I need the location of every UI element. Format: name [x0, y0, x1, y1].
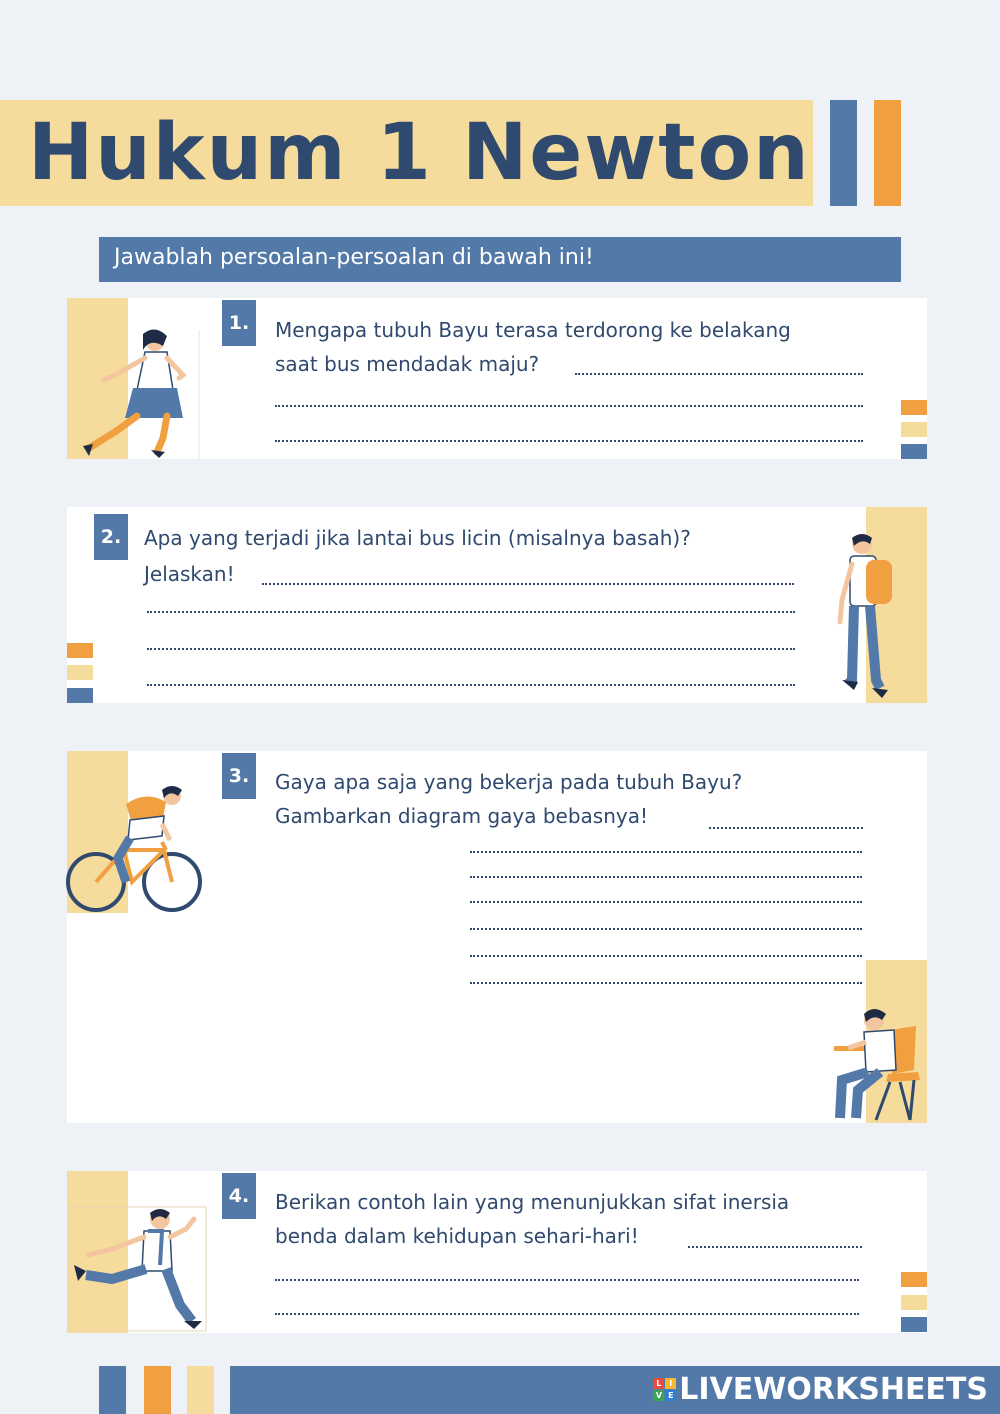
- decor-square: [67, 665, 93, 680]
- answer-line[interactable]: [147, 684, 795, 686]
- decor-square: [67, 643, 93, 658]
- decor-square: [901, 1272, 927, 1287]
- answer-line[interactable]: [275, 1279, 859, 1281]
- decor-square: [901, 1317, 927, 1332]
- cyclist-illustration: [66, 780, 204, 915]
- answer-line[interactable]: [470, 901, 862, 903]
- instruction-banner: Jawablah persoalan-persoalan di bawah ini!: [99, 237, 901, 282]
- answer-line[interactable]: [147, 648, 795, 650]
- accent-bar-blue: [830, 100, 857, 206]
- decor-square: [901, 422, 927, 437]
- question-number: 4.: [222, 1173, 256, 1219]
- answer-line[interactable]: [470, 955, 862, 957]
- answer-line[interactable]: [275, 1313, 859, 1315]
- answer-line[interactable]: [688, 1246, 862, 1248]
- running-boy-illustration: [68, 1205, 208, 1333]
- question-text-line: Jelaskan!: [144, 562, 235, 586]
- footer-bar-blue: [99, 1366, 126, 1414]
- decor-square: [901, 444, 927, 459]
- decor-square: [901, 1295, 927, 1310]
- decor-square: [901, 400, 927, 415]
- question-text-line: Apa yang terjadi jika lantai bus licin (misalnya basah)?: [144, 526, 691, 550]
- question-text-line: saat bus mendadak maju?: [275, 352, 540, 376]
- footer-bar-yellow: [187, 1366, 214, 1414]
- answer-line[interactable]: [275, 440, 863, 442]
- answer-line[interactable]: [709, 827, 863, 829]
- question-number: 1.: [222, 300, 256, 346]
- running-girl-illustration: [75, 320, 200, 460]
- question-number: 2.: [94, 514, 128, 560]
- question-text-line: Mengapa tubuh Bayu terasa terdorong ke belakang: [275, 318, 791, 342]
- liveworksheets-logo[interactable]: [653, 1372, 988, 1407]
- page-title: Hukum 1 Newton: [28, 108, 811, 198]
- question-text-line: Berikan contoh lain yang menunjukkan sifat inersia: [275, 1190, 790, 1214]
- footer-bar-orange: [144, 1366, 171, 1414]
- answer-line[interactable]: [262, 583, 794, 585]
- question-text-line: Gambarkan diagram gaya bebasnya!: [275, 804, 649, 828]
- decor-square: [67, 688, 93, 703]
- answer-line[interactable]: [275, 405, 863, 407]
- question-text-line: benda dalam kehidupan sehari-hari!: [275, 1224, 639, 1248]
- answer-line[interactable]: [147, 611, 795, 613]
- question-text-line: Gaya apa saja yang bekerja pada tubuh Bayu?: [275, 770, 743, 794]
- logo-grid-icon: L I V E: [653, 1378, 676, 1401]
- logo-text: LIVEWORKSHEETS: [679, 1372, 988, 1407]
- walking-student-illustration: [830, 530, 900, 702]
- answer-line[interactable]: [470, 851, 862, 853]
- question-number: 3.: [222, 753, 256, 799]
- answer-line[interactable]: [470, 982, 862, 984]
- answer-line[interactable]: [470, 876, 862, 878]
- answer-line[interactable]: [575, 373, 863, 375]
- student-at-desk-illustration: [830, 1000, 922, 1124]
- accent-bar-orange: [874, 100, 901, 206]
- answer-line[interactable]: [470, 928, 862, 930]
